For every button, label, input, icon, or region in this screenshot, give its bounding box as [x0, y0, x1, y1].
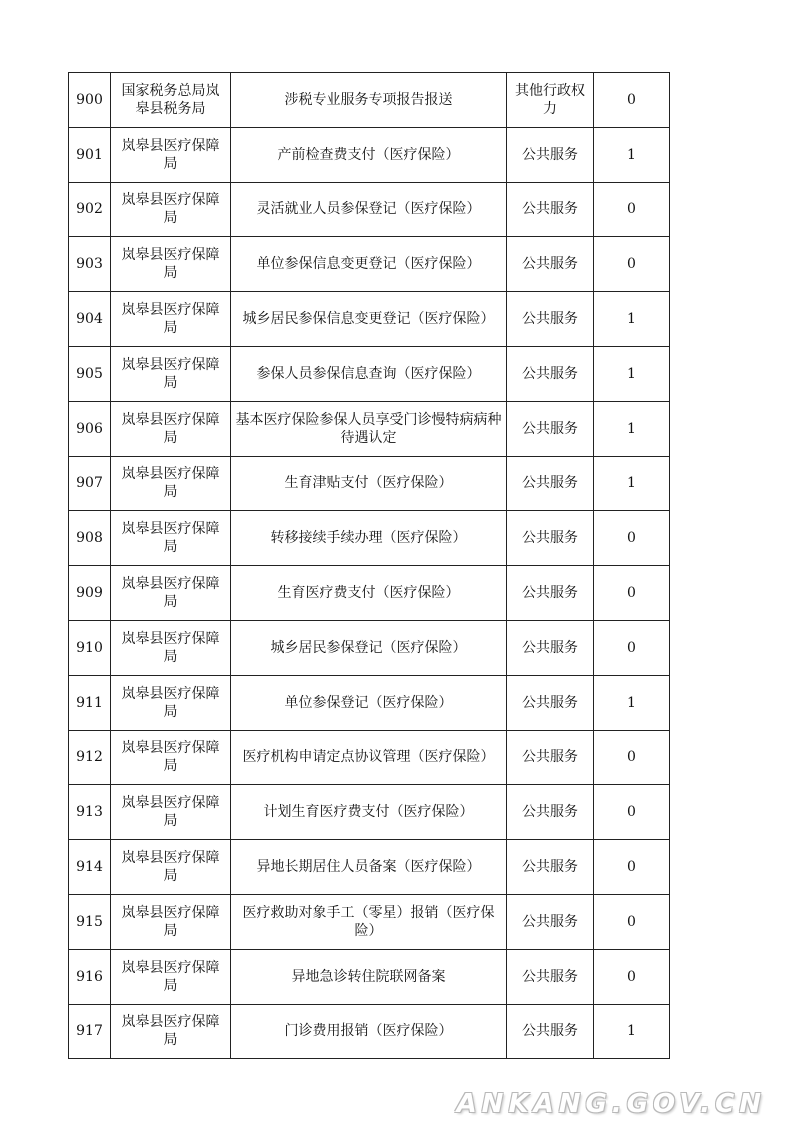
power-type: 公共服务 [507, 456, 594, 511]
department-name: 岚皋县医疗保障局 [111, 840, 231, 895]
service-item-name: 异地急诊转住院联网备案 [231, 949, 507, 1004]
power-type: 公共服务 [507, 620, 594, 675]
site-watermark: ANKANG.GOV.CN [456, 1089, 766, 1119]
item-count: 0 [594, 182, 670, 237]
department-name: 岚皋县医疗保障局 [111, 346, 231, 401]
service-item-name: 异地长期居住人员备案（医疗保险） [231, 840, 507, 895]
item-count: 0 [594, 840, 670, 895]
service-item-name: 涉税专业服务专项报告报送 [231, 73, 507, 128]
item-count: 1 [594, 675, 670, 730]
row-number: 904 [69, 292, 111, 347]
table-row [69, 237, 670, 292]
item-count: 1 [594, 1004, 670, 1059]
power-type: 公共服务 [507, 401, 594, 456]
power-type: 公共服务 [507, 566, 594, 621]
department-name: 岚皋县医疗保障局 [111, 1004, 231, 1059]
service-item-name: 生育医疗费支付（医疗保险） [231, 566, 507, 621]
service-item-name: 单位参保信息变更登记（医疗保险） [231, 237, 507, 292]
department-name: 岚皋县医疗保障局 [111, 785, 231, 840]
power-type: 公共服务 [507, 894, 594, 949]
table-row [69, 566, 670, 621]
row-number: 903 [69, 237, 111, 292]
row-number: 913 [69, 785, 111, 840]
power-type: 公共服务 [507, 730, 594, 785]
service-item-name: 单位参保登记（医疗保险） [231, 675, 507, 730]
row-number: 910 [69, 620, 111, 675]
table-row [69, 949, 670, 1004]
department-name: 国家税务总局岚皋县税务局 [111, 73, 231, 128]
department-name: 岚皋县医疗保障局 [111, 401, 231, 456]
service-item-name: 医疗救助对象手工（零星）报销（医疗保险） [231, 894, 507, 949]
row-number: 905 [69, 346, 111, 401]
power-type: 公共服务 [507, 949, 594, 1004]
service-item-name: 计划生育医疗费支付（医疗保险） [231, 785, 507, 840]
service-item-name: 转移接续手续办理（医疗保险） [231, 511, 507, 566]
power-type: 公共服务 [507, 785, 594, 840]
row-number: 912 [69, 730, 111, 785]
power-type: 公共服务 [507, 292, 594, 347]
item-count: 1 [594, 346, 670, 401]
table-row [69, 401, 670, 456]
service-item-name: 门诊费用报销（医疗保险） [231, 1004, 507, 1059]
row-number: 906 [69, 401, 111, 456]
department-name: 岚皋县医疗保障局 [111, 456, 231, 511]
row-number: 908 [69, 511, 111, 566]
row-number: 917 [69, 1004, 111, 1059]
department-name: 岚皋县医疗保障局 [111, 182, 231, 237]
service-item-name: 灵活就业人员参保登记（医疗保险） [231, 182, 507, 237]
power-type: 公共服务 [507, 182, 594, 237]
service-items-table [68, 72, 670, 1059]
row-number: 916 [69, 949, 111, 1004]
table-row [69, 840, 670, 895]
row-number: 915 [69, 894, 111, 949]
power-type: 公共服务 [507, 840, 594, 895]
power-type: 公共服务 [507, 1004, 594, 1059]
service-item-name: 生育津贴支付（医疗保险） [231, 456, 507, 511]
department-name: 岚皋县医疗保障局 [111, 237, 231, 292]
power-type: 公共服务 [507, 127, 594, 182]
service-item-name: 产前检查费支付（医疗保险） [231, 127, 507, 182]
service-item-name: 城乡居民参保登记（医疗保险） [231, 620, 507, 675]
row-number: 901 [69, 127, 111, 182]
row-number: 902 [69, 182, 111, 237]
item-count: 0 [594, 566, 670, 621]
department-name: 岚皋县医疗保障局 [111, 511, 231, 566]
department-name: 岚皋县医疗保障局 [111, 292, 231, 347]
row-number: 909 [69, 566, 111, 621]
item-count: 0 [594, 894, 670, 949]
table-row [69, 894, 670, 949]
department-name: 岚皋县医疗保障局 [111, 620, 231, 675]
table-row [69, 730, 670, 785]
item-count: 1 [594, 401, 670, 456]
service-item-name: 参保人员参保信息查询（医疗保险） [231, 346, 507, 401]
table-row [69, 73, 670, 128]
item-count: 0 [594, 620, 670, 675]
table-row [69, 620, 670, 675]
row-number: 911 [69, 675, 111, 730]
item-count: 0 [594, 511, 670, 566]
row-number: 900 [69, 73, 111, 128]
item-count: 1 [594, 127, 670, 182]
department-name: 岚皋县医疗保障局 [111, 675, 231, 730]
power-type: 公共服务 [507, 675, 594, 730]
power-type: 公共服务 [507, 346, 594, 401]
department-name: 岚皋县医疗保障局 [111, 730, 231, 785]
department-name: 岚皋县医疗保障局 [111, 894, 231, 949]
table-row [69, 346, 670, 401]
table-row [69, 1004, 670, 1059]
table-row [69, 182, 670, 237]
department-name: 岚皋县医疗保障局 [111, 127, 231, 182]
item-count: 1 [594, 292, 670, 347]
table-row [69, 127, 670, 182]
power-type: 公共服务 [507, 511, 594, 566]
table-row [69, 785, 670, 840]
service-item-name: 基本医疗保险参保人员享受门诊慢特病病种待遇认定 [231, 401, 507, 456]
item-count: 0 [594, 949, 670, 1004]
item-count: 0 [594, 785, 670, 840]
table-row [69, 675, 670, 730]
table-row [69, 292, 670, 347]
row-number: 914 [69, 840, 111, 895]
power-type: 公共服务 [507, 237, 594, 292]
row-number: 907 [69, 456, 111, 511]
service-item-name: 城乡居民参保信息变更登记（医疗保险） [231, 292, 507, 347]
department-name: 岚皋县医疗保障局 [111, 949, 231, 1004]
service-item-name: 医疗机构申请定点协议管理（医疗保险） [231, 730, 507, 785]
item-count: 0 [594, 730, 670, 785]
table-row [69, 456, 670, 511]
item-count: 1 [594, 456, 670, 511]
department-name: 岚皋县医疗保障局 [111, 566, 231, 621]
power-type: 其他行政权力 [507, 73, 594, 128]
item-count: 0 [594, 73, 670, 128]
table-row [69, 511, 670, 566]
item-count: 0 [594, 237, 670, 292]
